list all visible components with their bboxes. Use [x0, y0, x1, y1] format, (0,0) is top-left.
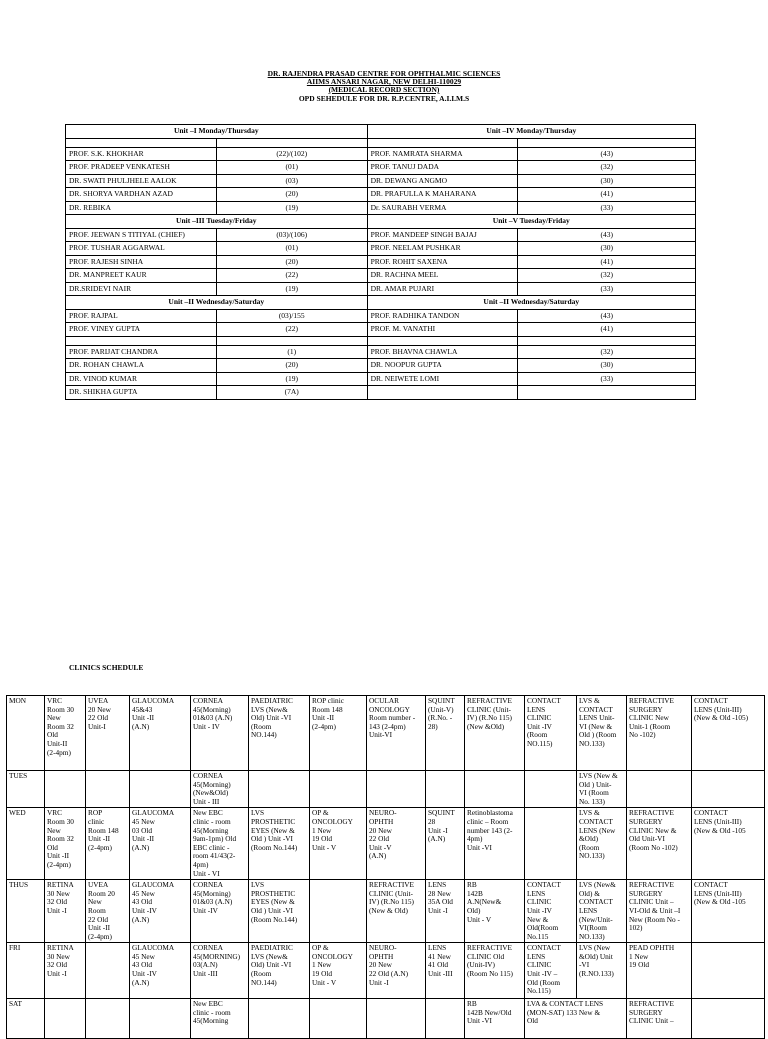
room-number: (20) — [216, 255, 367, 269]
doctor-name: DR. SHIKHA GUPTA — [66, 386, 217, 400]
clinic-cell — [692, 771, 765, 808]
room-number: (19) — [216, 201, 367, 215]
doctor-row — [66, 147, 696, 161]
clinic-cell: CONTACT LENS CLINIC Unit -IV New & Old(Room No.115 — [525, 880, 577, 943]
clinic-cell — [367, 771, 426, 808]
clinic-cell: PAEDIATRIC LVS (New& Old) Unit -VI (Room NO.144) — [249, 943, 310, 999]
centre-address: AIIMS ANSARI NAGAR, NEW DELHI-110029 — [306, 77, 462, 86]
clinic-cell: NEURO- OPHTH 20 New 22 Old Unit -V (A.N) — [367, 808, 426, 880]
clinic-cell — [310, 771, 367, 808]
doctor-row — [66, 228, 696, 242]
schedule-title: OPD SEHEDULE FOR DR. R.P.CENTRE, A.I.I.M.S — [298, 94, 470, 103]
day-label: FRI — [7, 943, 45, 999]
empty-cell — [518, 138, 696, 147]
room-number: (03)/(106) — [216, 228, 367, 242]
clinic-cell: REFRACTIVE CLINIC Old (Unit-IV) (Room No 115) — [465, 943, 525, 999]
clinic-day-row — [7, 696, 765, 771]
clinic-cell: VRC Room 30 New Room 32 Old Unit-II (2-4pm) — [45, 696, 86, 771]
clinic-cell: CONTACT LENS CLINIC Unit -IV (Room NO.115) — [525, 696, 577, 771]
clinic-day-row — [7, 880, 765, 943]
clinic-cell — [45, 999, 86, 1039]
clinic-cell: New EBC clinic - room 45(Morning — [191, 999, 249, 1039]
clinic-cell: Retinoblastoma clinic – Room number 143 (2- 4pm) Unit -VI — [465, 808, 525, 880]
doctor-row — [66, 282, 696, 296]
room-number: (33) — [518, 372, 696, 386]
clinic-cell — [86, 771, 130, 808]
doctor-name: PROF. NEELAM PUSHKAR — [367, 242, 518, 256]
clinic-cell: LVS PROSTHETIC EYES (New & Old ) Unit -VI (Room No.144) — [249, 808, 310, 880]
clinic-cell: SQUINT 28 Unit -I (A.N) — [426, 808, 465, 880]
clinic-cell: OCULAR ONCOLOGY Room number - 143 (2-4pm) Unit-VI — [367, 696, 426, 771]
section-name: (MEDICAL RECORD SECTION) — [328, 85, 440, 94]
doctor-row — [66, 201, 696, 215]
doctor-name: PROF. TANUJ DADA — [367, 161, 518, 175]
clinic-cell — [249, 999, 310, 1039]
clinic-cell — [45, 771, 86, 808]
clinic-day-row — [7, 943, 765, 999]
doctor-name: DR. SWATI PHULJHELE AALOK — [66, 174, 217, 188]
doctor-name: Dr. SAURABH VERMA — [367, 201, 518, 215]
clinic-cell — [86, 943, 130, 999]
room-number: (41) — [518, 255, 696, 269]
clinic-cell — [692, 943, 765, 999]
room-number: (22) — [216, 323, 367, 337]
doctor-name: PROF. RAJPAL — [66, 309, 217, 323]
clinic-cell — [130, 771, 191, 808]
empty-cell — [367, 138, 518, 147]
unit-heading-right: Unit –IV Monday/Thursday — [367, 125, 695, 139]
day-label: THUS — [7, 880, 45, 943]
doctor-name: PROF. TUSHAR AGGARWAL — [66, 242, 217, 256]
room-number: (30) — [518, 174, 696, 188]
day-label: MON — [7, 696, 45, 771]
clinic-cell: CONTACT LENS (Unit-III) (New & Old -105 — [692, 808, 765, 880]
doctor-name: PROF. JEEWAN S TITIYAL (CHIEF) — [66, 228, 217, 242]
clinic-cell: LVS (New & Old ) Unit- VI (Room No. 133) — [577, 771, 627, 808]
clinic-cell: CONTACT LENS (Unit-III) (New & Old -105 — [692, 880, 765, 943]
doctor-name: DR. PRAFULLA K MAHARANA — [367, 188, 518, 202]
clinic-cell: CONTACT LENS (Unit-III) (New & Old -105) — [692, 696, 765, 771]
empty-cell — [216, 336, 367, 345]
clinic-cell: LENS 41 New 41 Old Unit -III — [426, 943, 465, 999]
doctor-row — [66, 359, 696, 373]
clinic-cell: CONTACT LENS CLINIC Unit -IV – Old (Room No.115) — [525, 943, 577, 999]
clinic-cell: PEAD OPHTH 1 New 19 Old — [627, 943, 692, 999]
doctor-name: DR. ROHAN CHAWLA — [66, 359, 217, 373]
clinic-cell — [692, 999, 765, 1039]
doctor-row — [66, 269, 696, 283]
empty-cell — [66, 336, 217, 345]
doctor-row — [66, 386, 696, 400]
day-label: TUES — [7, 771, 45, 808]
room-number: (20) — [216, 188, 367, 202]
empty-cell — [66, 138, 217, 147]
room-number: (32) — [518, 345, 696, 359]
doctor-name: DR. NOOPUR GUPTA — [367, 359, 518, 373]
clinic-cell — [426, 999, 465, 1039]
room-number: (19) — [216, 372, 367, 386]
clinic-cell: LVS PROSTHETIC EYES (New & Old ) Unit -VI (Room No.144) — [249, 880, 310, 943]
clinic-cell — [627, 771, 692, 808]
clinic-cell: CORNEA 45(Morning) 01&03 (A.N) Unit - IV — [191, 696, 249, 771]
doctor-row — [66, 174, 696, 188]
doctor-name: DR. DEWANG ANGMO — [367, 174, 518, 188]
clinic-cell: SQUINT (Unit-V) (R.No. - 28) — [426, 696, 465, 771]
unit-header-row — [66, 296, 696, 310]
clinic-cell: REFRACTIVE CLINIC (Unit- IV) (R.No 115) (New &Old) — [465, 696, 525, 771]
clinic-cell: CORNEA 45(MORNING) 03(A.N) Unit -III — [191, 943, 249, 999]
clinic-cell: LENS 28 New 35A Old Unit -I — [426, 880, 465, 943]
clinic-day-row — [7, 771, 765, 808]
clinics-schedule-table — [6, 695, 765, 1039]
clinic-cell: GLAUCOMA 45 New 43 Old Unit -IV (A.N) — [130, 943, 191, 999]
clinic-cell: OP & ONCOLOGY 1 New 19 Old Unit - V — [310, 943, 367, 999]
room-number — [518, 386, 696, 400]
clinic-cell: UVEA Room 20 New Room 22 Old Unit -II (2-4pm) — [86, 880, 130, 943]
room-number: (33) — [518, 282, 696, 296]
clinic-cell: NEURO- OPHTH 20 New 22 Old (A.N) Unit -I — [367, 943, 426, 999]
clinic-cell: RB 142B New/Old Unit -VI — [465, 999, 525, 1039]
clinic-cell: REFRACTIVE SURGERY CLINIC Unit – VI-Old & Unit –I New (Room No - 102) — [627, 880, 692, 943]
clinic-cell: LVS & CONTACT LENS (New &Old) (Room NO.133) — [577, 808, 627, 880]
doctor-name: PROF. RAJESH SINHA — [66, 255, 217, 269]
clinic-cell: RETINA 30 New 32 Old Unit -I — [45, 943, 86, 999]
clinic-cell: UVEA 20 New 22 Old Unit-I — [86, 696, 130, 771]
room-number: (41) — [518, 323, 696, 337]
room-number: (43) — [518, 147, 696, 161]
doctor-name: PROF. M. VANATHI — [367, 323, 518, 337]
room-number: (19) — [216, 282, 367, 296]
empty-cell — [367, 336, 518, 345]
day-label: SAT — [7, 999, 45, 1039]
doctor-name: DR. AMAR PUJARI — [367, 282, 518, 296]
room-number: (03) — [216, 174, 367, 188]
clinic-cell — [367, 999, 426, 1039]
clinic-cell: LVA & CONTACT LENS (MON-SAT) 133 New & Old — [525, 999, 627, 1039]
doctor-name: DR. SHORYA VARDHAN AZAD — [66, 188, 217, 202]
doctor-name — [367, 386, 518, 400]
empty-cell — [216, 138, 367, 147]
room-number: (41) — [518, 188, 696, 202]
clinic-cell — [465, 771, 525, 808]
unit-header-row — [66, 125, 696, 139]
clinic-cell: CORNEA 45(Morning) 01&03 (A.N) Unit -IV — [191, 880, 249, 943]
room-number: (7A) — [216, 386, 367, 400]
clinic-cell: REFRACTIVE CLINIC (Unit- IV) (R.No 115) (New & Old) — [367, 880, 426, 943]
clinic-cell — [86, 999, 130, 1039]
doctor-name: DR. VINOD KUMAR — [66, 372, 217, 386]
doctor-row — [66, 188, 696, 202]
doctor-row — [66, 255, 696, 269]
unit-heading-left: Unit –I Monday/Thursday — [66, 125, 368, 139]
room-number: (22) — [216, 269, 367, 283]
empty-cell — [518, 336, 696, 345]
spacer-row — [66, 138, 696, 147]
doctor-row — [66, 161, 696, 175]
room-number: (01) — [216, 161, 367, 175]
unit-heading-left: Unit –III Tuesday/Friday — [66, 215, 368, 229]
clinic-day-row — [7, 999, 765, 1039]
doctor-name: PROF. S.K. KHOKHAR — [66, 147, 217, 161]
doctor-name: DR. RACHNA MEEL — [367, 269, 518, 283]
clinic-cell: CORNEA 45(Morning) (New&Old) Unit - III — [191, 771, 249, 808]
clinic-cell: VRC Room 30 New Room 32 Old Unit -II (2-4pm) — [45, 808, 86, 880]
clinic-cell: RETINA 30 New 32 Old Unit -I — [45, 880, 86, 943]
centre-title: DR. RAJENDRA PRASAD CENTRE FOR OPHTHALMIC SCIENCES — [267, 69, 501, 78]
room-number: (32) — [518, 161, 696, 175]
clinic-cell: REFRACTIVE SURGERY CLINIC New & Old Unit-VI (Room No -102) — [627, 808, 692, 880]
doctor-name: PROF. RADHIKA TANDON — [367, 309, 518, 323]
clinic-cell: ROP clinic Room 148 Unit -II (2-4pm) — [86, 808, 130, 880]
doctor-name: DR. REBIKA — [66, 201, 217, 215]
doctor-row — [66, 309, 696, 323]
clinic-cell: New EBC clinic - room 45(Morning 9am-1pm) Old EBC clinic - room 41/43(2- 4pm) Unit - VI — [191, 808, 249, 880]
clinic-cell: ROP clinic Room 148 Unit -II (2-4pm) — [310, 696, 367, 771]
clinic-cell: OP & ONCOLOGY 1 New 19 Old Unit - V — [310, 808, 367, 880]
room-number: (30) — [518, 359, 696, 373]
room-number: (01) — [216, 242, 367, 256]
clinics-schedule-title: CLINICS SCHEDULE — [69, 663, 144, 672]
room-number: (43) — [518, 228, 696, 242]
clinic-cell — [310, 999, 367, 1039]
clinic-cell — [525, 808, 577, 880]
clinic-cell: LVS (New &Old) Unit -VI (R.NO.133) — [577, 943, 627, 999]
doctor-name: PROF. PRADEEP VENKATESH — [66, 161, 217, 175]
room-number: (1) — [216, 345, 367, 359]
clinic-cell — [525, 771, 577, 808]
clinic-cell: RB 142B A.N(New& Old) Unit - V — [465, 880, 525, 943]
doctor-name: PROF. PARIJAT CHANDRA — [66, 345, 217, 359]
clinic-cell — [130, 999, 191, 1039]
clinic-cell: GLAUCOMA 45 New 43 Old Unit -IV (A.N) — [130, 880, 191, 943]
clinic-cell: LVS (New& Old) & CONTACT LENS (New/Unit- VI(Room NO.133) — [577, 880, 627, 943]
unit-heading-right: Unit –V Tuesday/Friday — [367, 215, 695, 229]
doctor-name: DR. NEIWETE LOMI — [367, 372, 518, 386]
room-number: (22)/(102) — [216, 147, 367, 161]
doctor-row — [66, 242, 696, 256]
doctor-name: DR. MANPREET KAUR — [66, 269, 217, 283]
unit-heading-right: Unit –II Wednesday/Saturday — [367, 296, 695, 310]
clinic-cell — [426, 771, 465, 808]
doctor-row — [66, 323, 696, 337]
clinic-cell — [310, 880, 367, 943]
room-number: (03)/155 — [216, 309, 367, 323]
room-number: (20) — [216, 359, 367, 373]
clinic-cell: REFRACTIVE SURGERY CLINIC New Unit-1 (Room No -102) — [627, 696, 692, 771]
doctor-row — [66, 345, 696, 359]
clinic-cell — [249, 771, 310, 808]
doctor-name: PROF. VINEY GUPTA — [66, 323, 217, 337]
room-number: (30) — [518, 242, 696, 256]
doctor-name: DR.SRIDEVI NAIR — [66, 282, 217, 296]
room-number: (32) — [518, 269, 696, 283]
clinic-cell: GLAUCOMA 45 New 03 Old Unit -II (A.N) — [130, 808, 191, 880]
clinic-cell: GLAUCOMA 45&43 Unit -II (A.N) — [130, 696, 191, 771]
opd-schedule-table — [65, 124, 696, 400]
spacer-row — [66, 336, 696, 345]
clinic-cell: PAEDIATRIC LVS (New& Old) Unit -VI (Room NO.144) — [249, 696, 310, 771]
room-number: (33) — [518, 201, 696, 215]
doctor-name: PROF. MANDEEP SINGH BAJAJ — [367, 228, 518, 242]
clinic-cell: LVS & CONTACT LENS Unit- VI (New & Old ) (Room NO.133) — [577, 696, 627, 771]
room-number: (43) — [518, 309, 696, 323]
unit-header-row — [66, 215, 696, 229]
doctor-name: PROF. ROHIT SAXENA — [367, 255, 518, 269]
doctor-name: PROF. NAMRATA SHARMA — [367, 147, 518, 161]
clinic-cell: REFRACTIVE SURGERY CLINIC Unit – — [627, 999, 692, 1039]
doctor-row — [66, 372, 696, 386]
unit-heading-left: Unit –II Wednesday/Saturday — [66, 296, 368, 310]
doctor-name: PROF. BHAVNA CHAWLA — [367, 345, 518, 359]
day-label: WED — [7, 808, 45, 880]
clinic-day-row — [7, 808, 765, 880]
